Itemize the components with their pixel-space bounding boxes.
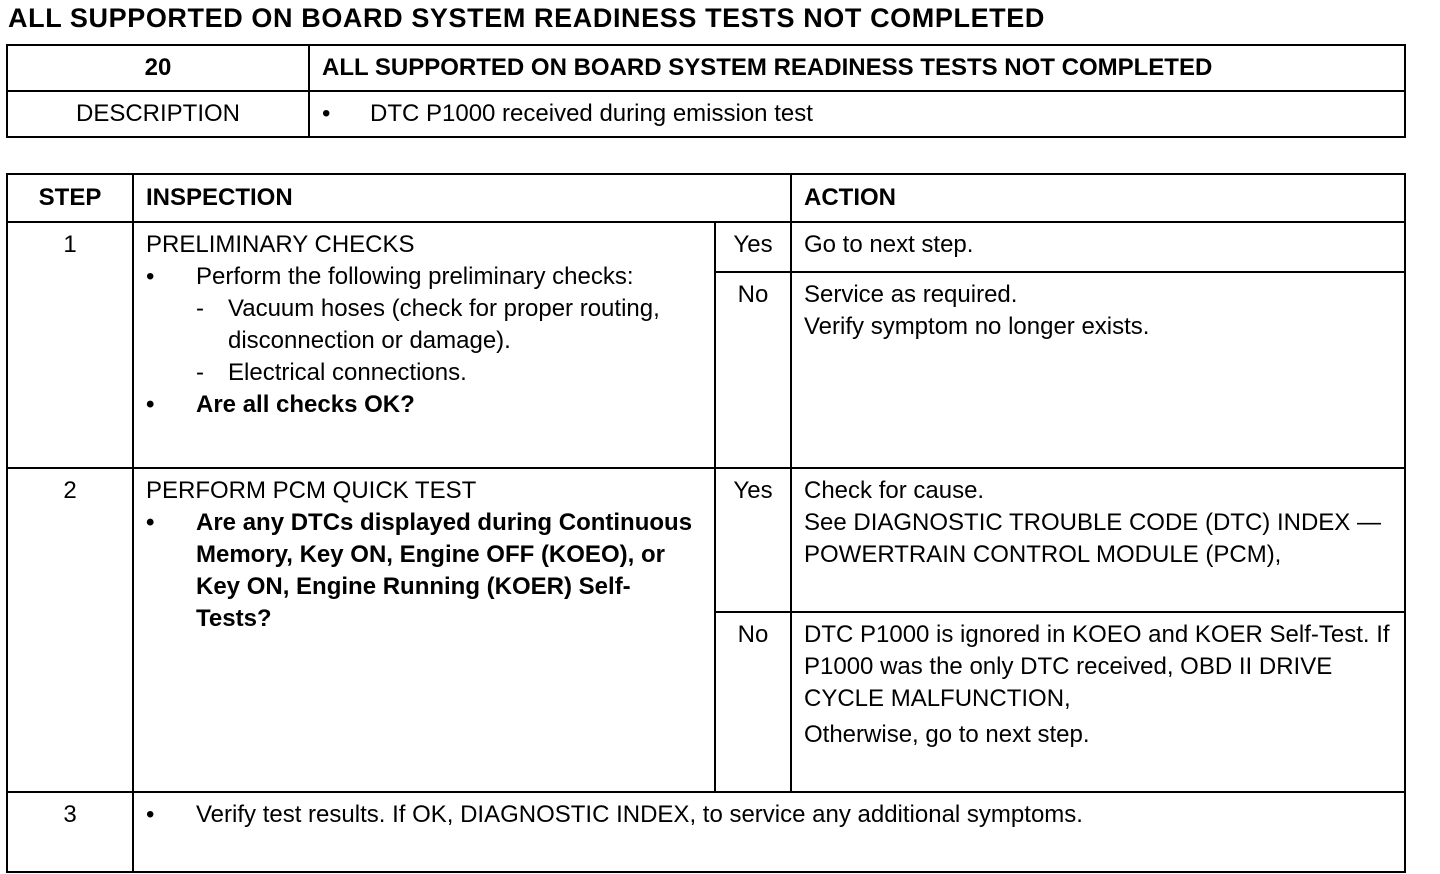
dtc-title: ALL SUPPORTED ON BOARD SYSTEM READINESS TESTS NOT COMPLETED [309, 45, 1405, 91]
step2-question: • Are any DTCs displayed during Continuous Memory, Key ON, Engine OFF (KOEO), or Key ON, Engine Running (KOER) Self-Tests? [146, 507, 704, 635]
step3-bullet: • [146, 801, 155, 828]
step1-yes-row [7, 222, 1405, 272]
step2-no-action-line1: DTC P1000 is ignored in KOEO and KOER Self-Test. If P1000 was the only DTC received, OBD II DRIVE CYCLE MALFUNCTION, [804, 621, 1390, 712]
page-title: ALL SUPPORTED ON BOARD SYSTEM READINESS TESTS NOT COMPLETED [8, 3, 1045, 33]
step3-row [7, 792, 1405, 872]
step1-no-action-line2: Verify symptom no longer exists. [804, 313, 1150, 340]
description-bullet: • [322, 100, 331, 127]
step1-inspection [133, 222, 715, 468]
step2-yes-action-line2: See DIAGNOSTIC TROUBLE CODE (DTC) INDEX — POWERTRAIN CONTROL MODULE (PCM), [804, 509, 1381, 568]
step1-no-action-line1: Service as required. [804, 281, 1018, 308]
step3-text: Verify test results. If OK, DIAGNOSTIC INDEX, to service any additional symptoms. [196, 801, 1083, 828]
step1-bullet1: • Perform the following preliminary checks: [146, 261, 704, 293]
step1-question: • Are all checks OK? [146, 389, 704, 421]
summary-table [6, 44, 1406, 138]
inspection-header: INSPECTION [133, 174, 791, 222]
step1-dash2: - Electrical connections. [146, 357, 704, 389]
description-text: DTC P1000 received during emission test [370, 100, 813, 127]
dtc-code: 20 [7, 45, 309, 91]
step2-yes-action [791, 468, 1405, 612]
step1-no-action [791, 272, 1405, 468]
step2-no-action-line2: Otherwise, go to next step. [804, 721, 1090, 748]
step2-inspection [133, 468, 715, 792]
step2-no-label: No [715, 612, 791, 792]
step2-no-action [791, 612, 1405, 792]
step3-number: 3 [7, 792, 133, 872]
step2-yes-action-line1: Check for cause. [804, 477, 985, 504]
step1-no-label: No [715, 272, 791, 468]
step-header: STEP [7, 174, 133, 222]
steps-table [6, 173, 1406, 873]
step3-cell [133, 792, 1405, 872]
summary-row-description [7, 91, 1405, 137]
action-header: ACTION [791, 174, 1405, 222]
steps-header-row [7, 174, 1405, 222]
step1-yes-action: Go to next step. [791, 222, 1405, 272]
step1-number: 1 [7, 222, 133, 468]
step3-text-block [146, 799, 1096, 831]
step1-title: PRELIMINARY CHECKS [146, 231, 415, 258]
step1-yes-label: Yes [715, 222, 791, 272]
description-label: DESCRIPTION [7, 91, 309, 137]
step2-yes-row [7, 468, 1405, 612]
summary-row-code [7, 45, 1405, 91]
step2-yes-label: Yes [715, 468, 791, 612]
step2-title: PERFORM PCM QUICK TEST [146, 477, 477, 504]
step2-number: 2 [7, 468, 133, 792]
description-cell [309, 91, 1405, 137]
step1-dash1: - Vacuum hoses (check for proper routing, disconnection or damage). [146, 293, 704, 357]
